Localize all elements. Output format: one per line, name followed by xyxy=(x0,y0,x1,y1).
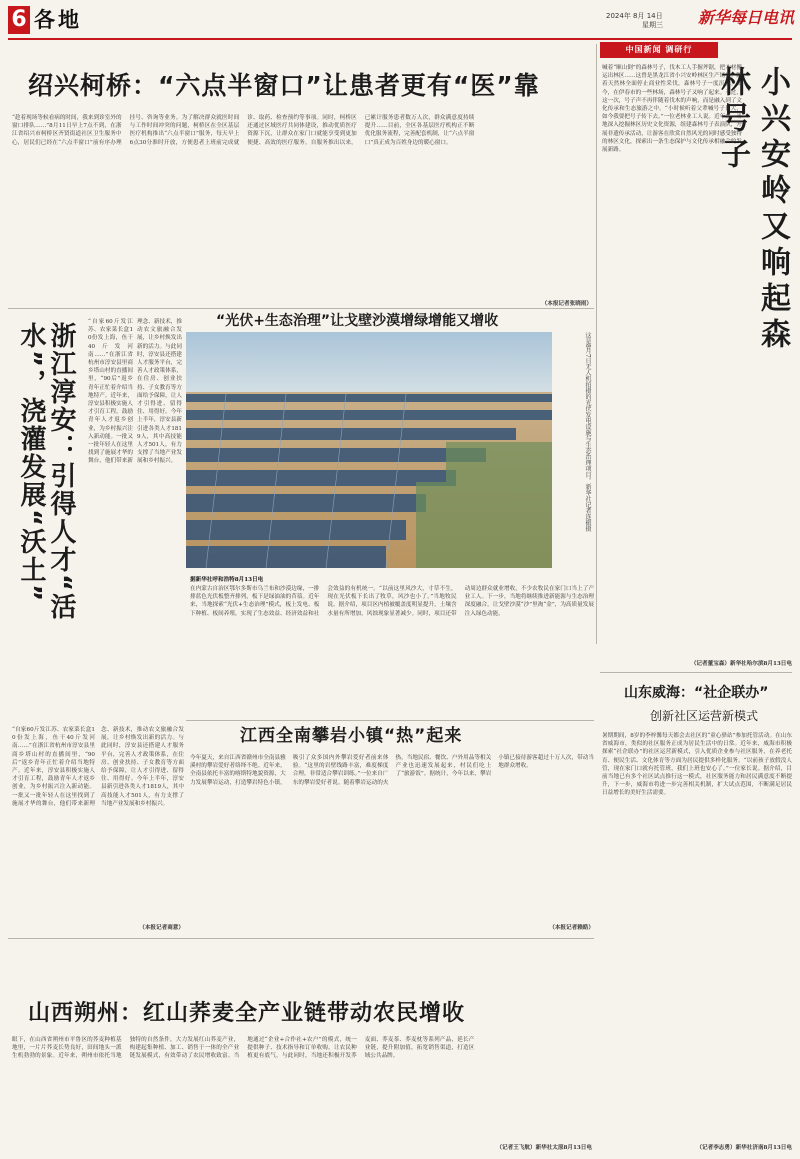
jiangxi-headline: 江西全南攀岩小镇“热”起来 xyxy=(240,726,463,746)
header-rule xyxy=(8,38,792,40)
page-header xyxy=(0,0,800,40)
weihai-byline: （记者李志勇）新华社济南8月13日电 xyxy=(696,1145,792,1151)
weihai-subheadline: 创新社区运营新模式 xyxy=(650,709,759,723)
divider xyxy=(596,44,597,644)
column-tag: 中国新闻 调研行 xyxy=(600,42,718,58)
issue-date: 2024年 8月 14日 xyxy=(606,12,663,20)
chunan-body-lower: “自家60斤发江苏、农家菜长盒10份发上海，鱼干40斤发河南……”在浙江省杭州市淳安县里商乡塔山村的直播间里，“90后”返乡青年正忙着介绍当地特产。近年来，淳安县积极实施人才引育工程，鼓励青年人才返乡创业，为乡村振兴注入新动能。一批又一批年轻人在这里找到了施展才华的舞台，他们带来新理念、新技术，推动农文旅融合发展，让乡村焕发出新的活力。与此同时，淳安县还搭建人才服务平台，完善人才政策体系，在住房、创业扶持、子女教育等方面给予保障，让人才引得进、留得住、用得好。今年上半年，淳安县新引进各类人才1819人，其中高技能人才501人，有力支撑了当地产业发展和乡村振兴。 xyxy=(12,727,184,807)
chunan-body-upper: “自家60斤发江苏、农家菜长盒10份发上海，鱼干40斤发河南……”在浙江省杭州市淳安县里商乡塔山村的直播间里，“90后”返乡青年正忙着介绍当地特产。近年来，淳安县积极实施人才引育工程，鼓励青年人才返乡创业，为乡村振兴注入新动能。一批又一批年轻人在这里找到了施展才华的舞台，他们带来新理念、新技术，推动农文旅融合发展，让乡村焕发出新的活力。与此同时，淳安县还搭建人才服务平台，完善人才政策体系，在住房、创业扶持、子女教育等方面给予保障，让人才引得进、留得住、用得好。今年上半年，淳安县新引进各类人才1819人，其中高技能人才501人，有力支撑了当地产业发展和乡村振兴。 xyxy=(88,319,182,465)
divider xyxy=(8,938,594,939)
weihai-body: 暑期期间，8岁的李梓馨每天都会去社区的“童心驿站”参加托管活动。在山东省威海市，类似的社区服务正成为居民生活中的日常。近年来，威海市积极探索“社企联办”的社区运营新模式，引入优质企业参与社区服务，在养老托育、便民生活、文化体育等方面为居民提供多样化服务。“以前孩子放假没人管，现在家门口就有托管班，我们上班也安心了。”一位家长说。据介绍，目前当地已有多个社区试点推行这一模式，社区服务能力和居民满意度不断提升，下一步，威海市将进一步完善相关机制，扩大试点范围，不断满足居民日益增长的美好生活需要。 xyxy=(602,733,792,797)
paper-logo: 新华每日电讯 xyxy=(698,8,795,27)
solar-farm-photo xyxy=(186,332,552,568)
shuozhou-body: 眼下，在山西省朔州市平鲁区的荞麦种植基地里，一片片荞麦长势良好，田间地头一派生机勃勃的景象。近年来，朔州市依托当地独特的自然条件，大力发展红山荞麦产业，构建起集种植、加工、销售于一体的全产业链发展模式，有效带动了农民增收致富。当地通过“企业+合作社+农户”的模式，统一提供种子、技术指导和订单收购，让农民种植更有底气。与此同时，当地还积极开发荞麦面、荞麦茶、荞麦枕等系列产品，延长产业链，提升附加值，拓宽销售渠道，打造区域公共品牌。 xyxy=(12,1037,475,1060)
photo-caption: 这是8月7日无人机拍摄的光伏发电设施与生态治理项目。新华社记者连振摄 xyxy=(584,332,591,532)
xinganling-headline: 小兴安岭又响起森林号子 xyxy=(715,66,790,354)
gobi-headline: “光伏+生态治理”让戈壁沙漠增绿增能又增收 xyxy=(216,313,499,329)
shuozhou-headline: 山西朔州：红山荞麦全产业链带动农民增收 xyxy=(28,1001,466,1026)
chunan-byline: （本报记者商意） xyxy=(139,925,184,931)
shaoxing-headline: 绍兴柯桥：“六点半窗口”让患者更有“医”靠 xyxy=(28,71,540,100)
shaoxing-byline: （本报记者张晓雨） xyxy=(541,301,592,307)
xinganling-byline: （记者董宝森）新华社哈尔滨8月13日电 xyxy=(690,661,792,667)
page-number: 6 xyxy=(8,6,30,34)
solar-panel-image xyxy=(186,332,552,568)
chunan-headline: 浙江淳安：引得人才“活水”，浇灌发展“沃土” xyxy=(16,322,76,622)
jiangxi-body: 今年夏天，来自江西省赣州市全南县雅溪村的攀岩爱好者络绎不绝。近年来，全南县依托丰富的喀斯特地貌资源，大力发展攀岩运动，打造攀岩特色小镇，吸引了众多国内外攀岩爱好者前来体验。“这里的岩壁线路丰富，难度梯度合理，非常适合攀岩训练。”一位来自广东的攀岩爱好者说。随着攀岩运动的火热，当地民宿、餐饮、户外用品等相关产业也迅速发展起来，村民们吃上了“旅游饭”。据统计，今年以来，攀岩小镇已接待游客超过十万人次，带动当地群众增收。 xyxy=(190,755,594,786)
xinganling-body: 喊着“顺山倒”的森林号子，伐木工人手握斧锯，把木材搬运出林区……这曾是黑龙江省小兴安岭林区生产场景。随着天然林全面停止商业性采伐，森林号子一度沉寂。如今，在伊春市的一些林场，森林号子又响了起来。不过，这一次，号子声不再伴随着伐木的声响，而是融入到了文化传承和生态旅游之中。“小时候听着父辈喊号子长大，如今我要把号子传下去。”一位老林业工人说。近年来，当地深入挖掘林区历史文化资源，组建森林号子表演队，开展非遗传承活动，让游客在欣赏自然风光的同时感受独特的林区文化，探索出一条生态保护与文化传承相融合的发展新路。 xyxy=(602,65,742,154)
section-title: 各地 xyxy=(34,8,82,32)
gobi-dateline: 据新华社呼和浩特8月13日电 xyxy=(190,577,264,583)
divider xyxy=(186,720,594,721)
gobi-body: 在内蒙古自治区鄂尔多斯市乌兰布和沙漠边缘，一排排蓝色光伏板整齐排列，板下是绿油油的苜蓿。近年来，当地探索“光伏+生态治理”模式，板上发电、板下种植、板间养殖，实现了生态效益、经济效益和社会效益的有机统一。“以前这里风沙大，寸草不生，现在光伏板下长出了牧草，风沙也小了。”当地牧民说。据介绍，项目区内植被覆盖度明显提升，土壤含水量有所增加，风蚀现象显著减少。同时，项目还带动周边群众就业增收，不少农牧民在家门口当上了产业工人。下一步，当地将继续推进新能源与生态治理深度融合，让戈壁沙漠“沙”里淘“金”，为高质量发展注入绿色动能。 xyxy=(190,586,594,617)
divider xyxy=(600,672,792,673)
shaoxing-body: “趁着现场等候看病的时间，我来到诊室外的窗口排队……”8月11日早上7点不到，在浙江省绍兴市柯桥区齐贤街道社区卫生服务中心，居民们已经在“六点半窗口”前有序办理挂号、咨询等业务。为了解决群众就医时间与工作时间冲突的问题，柯桥区在全区基层医疗机构推出“六点半窗口”服务，每天早上6点30分准时开放，方便患者上班前完成就诊、取药、检查预约等事项。同时，柯桥区还通过区域医疗共同体建设，推动优质医疗资源下沉，让群众在家门口就能享受到更加便捷、高效的医疗服务。自服务推出以来，已累计服务患者数万人次，群众满意度持续提升……目前，全区各基层医疗机构正不断优化服务流程，完善配套机制，让“六点半窗口”真正成为百姓身边的暖心窗口。 xyxy=(12,115,475,146)
jiangxi-byline: （本报记者赖皓） xyxy=(549,925,594,931)
issue-weekday: 星期三 xyxy=(642,21,663,29)
issue-date-block xyxy=(606,12,663,30)
divider xyxy=(8,308,594,309)
weihai-headline: 山东威海：“社企联办” xyxy=(624,685,769,701)
shuozhou-byline: （记者王飞航）新华社太原8月13日电 xyxy=(496,1145,592,1151)
